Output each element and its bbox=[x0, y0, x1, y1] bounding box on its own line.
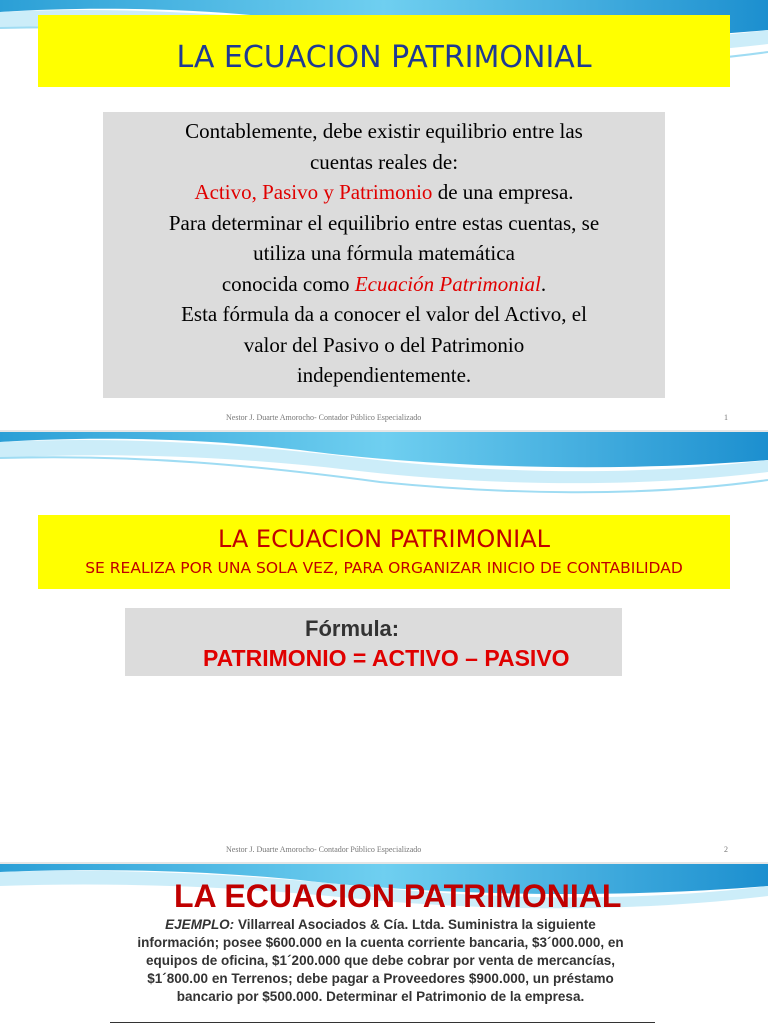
body-line: Para determinar el equilibrio entre estas cuentas, se bbox=[168, 210, 600, 235]
definition-text bbox=[103, 112, 665, 391]
body-line bbox=[103, 177, 665, 208]
body-text: conocida como bbox=[221, 271, 355, 296]
body-line bbox=[103, 269, 665, 300]
slide-title-banner bbox=[38, 515, 730, 589]
formula: PATRIMONIO = ACTIVO – PASIVO bbox=[203, 645, 570, 671]
formula-box bbox=[125, 608, 622, 676]
slide-title: LA ECUACION PATRIMONIAL bbox=[176, 40, 592, 75]
equation-term: Ecuación Patrimonial bbox=[354, 271, 541, 296]
example-line: bancario por $500.000. Determinar el Patrimonio de la empresa. bbox=[176, 989, 585, 1004]
example-line bbox=[108, 916, 653, 934]
definition-box bbox=[103, 112, 665, 398]
slide-subtitle: SE REALIZA POR UNA SOLA VEZ, PARA ORGANIZAR INICIO DE CONTABILIDAD bbox=[85, 559, 683, 577]
body-text: de una empresa. bbox=[432, 180, 574, 204]
example-line: $1´800.00 en Terrenos; debe pagar a Proveedores $900.000, un préstamo bbox=[147, 971, 614, 986]
slide-footer: Nestor J. Duarte Amorocho- Contador Público Especializado bbox=[226, 413, 422, 422]
body-line: Esta fórmula da a conocer el valor del Activo, el bbox=[181, 302, 587, 326]
body-line: valor del Pasivo o del Patrimonio bbox=[243, 332, 525, 357]
example-label: EJEMPLO: bbox=[165, 917, 235, 932]
body-line: cuentas reales de: bbox=[309, 149, 459, 174]
slide-title: LA ECUACION PATRIMONIAL bbox=[217, 525, 551, 553]
example-box bbox=[108, 916, 653, 1024]
example-line: información; posee $600.000 en la cuenta corriente bancaria, $3´000.000, en bbox=[137, 935, 624, 950]
body-line: independientemente. bbox=[296, 363, 472, 387]
slide-title: LA ECUACION PATRIMONIAL bbox=[174, 878, 622, 914]
underline-rule bbox=[110, 1022, 655, 1023]
example-line: equipos de oficina, $1´200.000 que debe cobrar por venta de mercancías, bbox=[146, 953, 615, 968]
page-number: 2 bbox=[724, 845, 728, 854]
slide-2 bbox=[0, 432, 768, 836]
formula-label: Fórmula: bbox=[305, 616, 400, 641]
slide-footer: Nestor J. Duarte Amorocho- Contador Público Especializado bbox=[226, 845, 422, 854]
accounts-highlight: Activo, Pasivo y Patrimonio bbox=[194, 180, 433, 204]
page-number: 1 bbox=[724, 413, 728, 422]
slide-3 bbox=[0, 864, 768, 1024]
slide-title-banner bbox=[38, 15, 730, 87]
wave-decoration bbox=[0, 432, 768, 512]
body-line: utiliza una fórmula matemática bbox=[253, 241, 515, 265]
body-text: . bbox=[540, 271, 547, 296]
body-line: Contablemente, debe existir equilibrio entre las bbox=[185, 119, 583, 143]
slide-1 bbox=[0, 0, 768, 430]
example-text: Villarreal Asociados & Cía. Ltda. Suministra la siguiente bbox=[234, 917, 596, 932]
